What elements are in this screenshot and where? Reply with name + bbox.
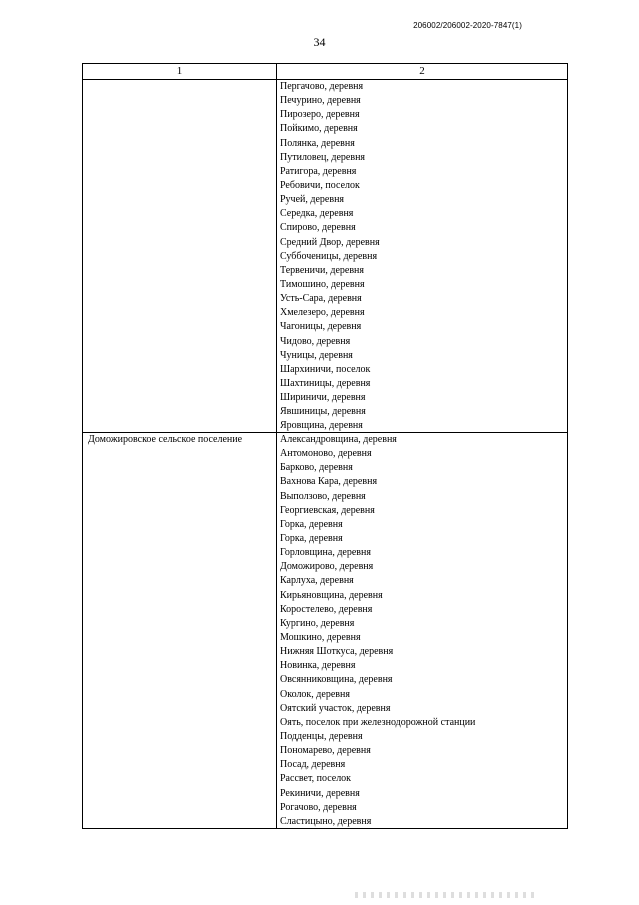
settlement-item: Пономарево, деревня: [280, 745, 371, 757]
settlement-item: Нижняя Шоткуса, деревня: [280, 646, 394, 658]
settlement-item: Горловщина, деревня: [280, 547, 371, 559]
page-number: 34: [313, 35, 326, 49]
settlement-item: Рекиничи, деревня: [280, 787, 360, 799]
settlement-item: Карлуха, деревня: [280, 575, 354, 587]
settlement-item: Ручей, деревня: [280, 194, 345, 206]
settlement-item: Шириничи, деревня: [280, 392, 366, 404]
settlement-item: Выползово, деревня: [280, 490, 366, 502]
settlement-item: Спирово, деревня: [280, 222, 356, 234]
settlement-item: Посад, деревня: [280, 759, 346, 771]
settlement-item: Александровщина, деревня: [280, 434, 397, 445]
settlement-item: Мошкино, деревня: [280, 631, 361, 643]
settlement-item: Пойкимо, деревня: [280, 123, 358, 135]
settlement-item: Околок, деревня: [280, 688, 350, 700]
scan-artifact: [355, 892, 535, 898]
settlement-list-section-1: [280, 80, 380, 434]
header-column-2: 2: [419, 65, 425, 77]
settlement-item: Шархиничи, поселок: [280, 363, 371, 375]
settlement-item: Усть-Сара, деревня: [280, 293, 362, 305]
settlement-item: Барково, деревня: [280, 462, 353, 474]
settlement-item: Антомоново, деревня: [280, 448, 372, 460]
settlement-item: Сластицыно, деревня: [280, 815, 372, 827]
settlement-item: Суббоченицы, деревня: [280, 250, 378, 262]
settlement-item: Путиловец, деревня: [280, 151, 366, 163]
settlement-item: Шахтиницы, деревня: [280, 377, 371, 389]
settlement-item: Рассвет, поселок: [280, 773, 352, 785]
settlement-item: Новинка, деревня: [280, 660, 356, 672]
settlement-item: Хмелезеро, деревня: [280, 307, 365, 319]
settlement-item: Ратигора, деревня: [280, 165, 357, 177]
settlement-item: Средний Двор, деревня: [280, 236, 380, 248]
document-id: 206002/206002-2020-7847(1): [413, 21, 522, 30]
district-cell-section-2: Доможировское сельское поселение: [88, 434, 243, 445]
settlement-item: Тервеничи, деревня: [280, 264, 364, 276]
settlement-item: Рогачово, деревня: [280, 801, 357, 813]
settlement-item: Горка, деревня: [280, 518, 343, 530]
settlement-item: Пергачово, деревня: [280, 81, 364, 92]
settlement-item: Середка, деревня: [280, 208, 354, 220]
header-column-1: 1: [176, 65, 183, 77]
settlement-item: Печурино, деревня: [280, 95, 361, 107]
settlements-table: [82, 63, 568, 829]
settlement-item: Овсянниковщина, деревня: [280, 674, 393, 686]
column-divider: [276, 64, 277, 828]
settlement-item: Оятский участок, деревня: [280, 702, 391, 714]
settlement-item: Вахнова Кара, деревня: [280, 476, 378, 488]
settlement-item: Явшиницы, деревня: [280, 406, 366, 418]
settlement-item: Кургино, деревня: [280, 617, 355, 629]
settlement-item: Доможирово, деревня: [280, 561, 374, 573]
settlement-item: Георгиевская, деревня: [280, 504, 375, 516]
settlement-item: Пирозеро, деревня: [280, 109, 360, 121]
settlement-item: Ребовичи, поселок: [280, 179, 360, 191]
settlement-list-section-2: [280, 433, 475, 829]
settlement-item: Полянка, деревня: [280, 137, 355, 149]
settlement-item: Подденцы, деревня: [280, 730, 363, 742]
settlement-item: Яровщина, деревня: [280, 420, 363, 432]
settlement-item: Оять, поселок при железнодорожной станции: [280, 716, 476, 728]
settlement-item: Чидово, деревня: [280, 335, 351, 347]
settlement-item: Чуницы, деревня: [280, 349, 353, 361]
settlement-item: Горка, деревня: [280, 532, 343, 544]
settlement-item: Коростелево, деревня: [280, 603, 373, 615]
settlement-item: Тимошино, деревня: [280, 278, 365, 290]
settlement-item: Кирьяновщина, деревня: [280, 589, 383, 601]
settlement-item: Чагоницы, деревня: [280, 321, 362, 333]
